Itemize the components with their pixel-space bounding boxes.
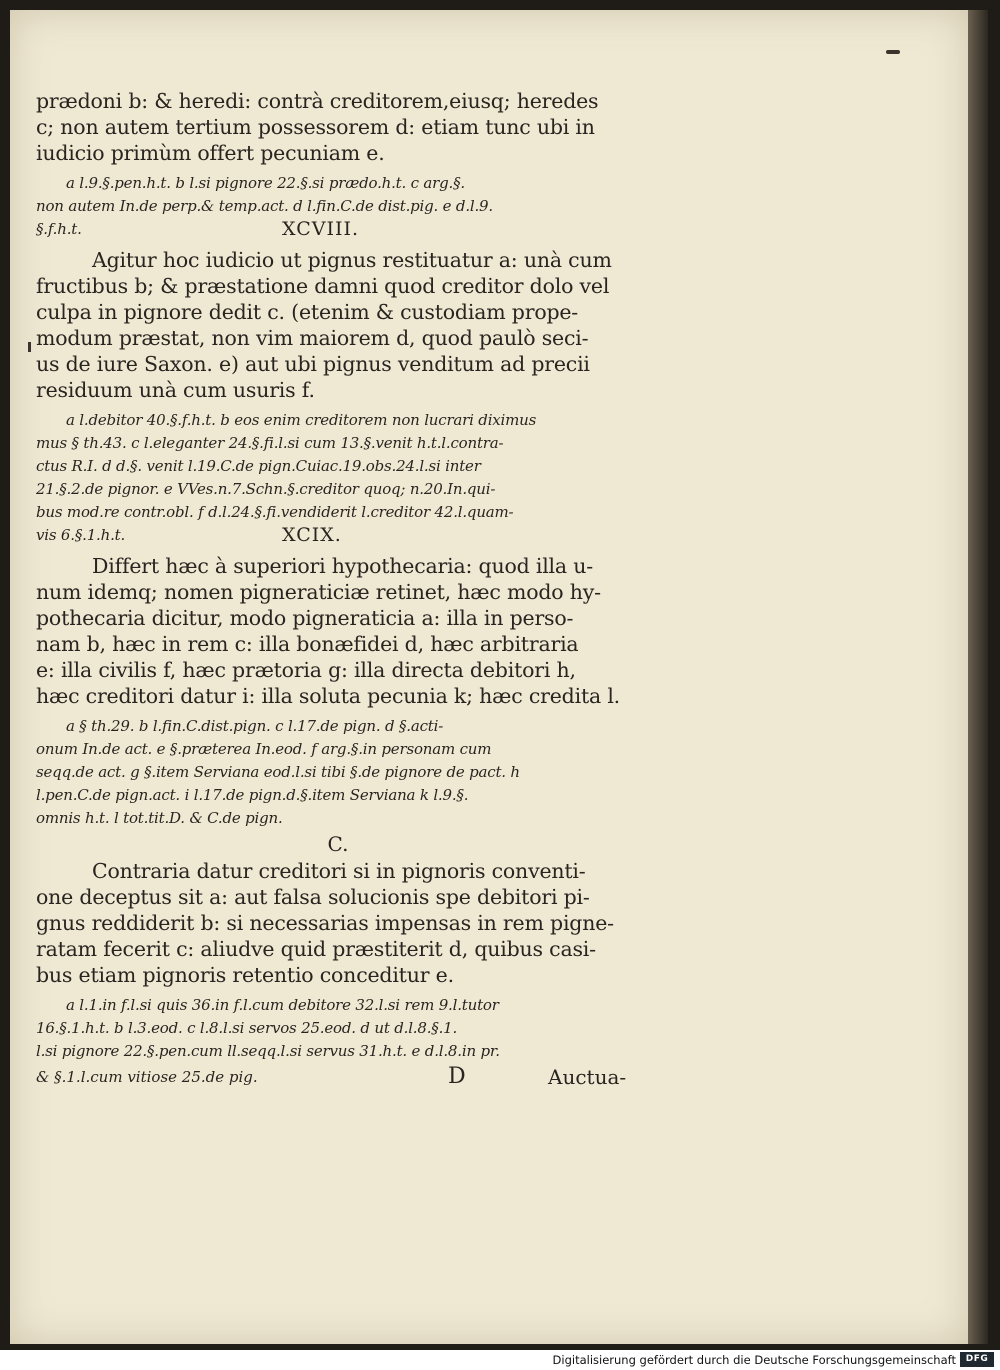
- footnote-line: bus mod.re contr.obl. f d.l.24.§.fi.vendiderit l.creditor 42.l.quam-: [36, 503, 514, 521]
- text-line: nam b, hæc in rem c: illa bonæfidei d, hæc arbitraria: [36, 632, 579, 656]
- text-line: Contraria datur creditori si in pignoris conventi-: [92, 859, 586, 883]
- footnote-line: l.pen.C.de pign.act. i l.17.de pign.d.§.item Serviana k l.9.§.: [36, 786, 469, 804]
- footnote-line: l.si pignore 22.§.pen.cum ll.seqq.l.si servus 31.h.t. e d.l.8.in pr.: [36, 1042, 500, 1060]
- section-heading-xcviii: XCVIII.: [282, 218, 360, 240]
- footnote-line: ctus R.I. d d.§. venit l.19.C.de pign.Cuiac.19.obs.24.l.si inter: [36, 457, 481, 475]
- footnote-end: & §.1.l.cum vitiose 25.de pig.: [36, 1068, 258, 1086]
- text-line: num idemq; nomen pigneraticiæ retinet, hæc modo hy-: [36, 580, 601, 604]
- text-line: ratam fecerit c: aliudve quid præstiterit d, quibus casi-: [36, 937, 596, 961]
- text-line: bus etiam pignoris retentio conceditur e.: [36, 963, 454, 987]
- footer-bar: [0, 1350, 1000, 1370]
- text-line: pothecaria dicitur, modo pigneraticia a: illa in perso-: [36, 606, 574, 630]
- text-block: [36, 88, 640, 1091]
- text-line: prædoni b: & heredi: contrà creditorem,eiusq; heredes: [36, 89, 599, 113]
- footnote-line: non autem In.de perp.& temp.act. d l.fin.C.de dist.pig. e d.l.9.: [36, 197, 493, 215]
- footnote-line: a l.debitor 40.§.f.h.t. b eos enim creditorem non lucrari diximus: [66, 411, 537, 429]
- catchword: Auctua-: [548, 1065, 627, 1089]
- footnote-line: a l.1.in f.l.si quis 36.in f.l.cum debitore 32.l.si rem 9.l.tutor: [66, 996, 499, 1014]
- ink-speck: [886, 50, 900, 54]
- margin-mark: [28, 342, 31, 352]
- text-line: iudicio primùm offert pecuniam e.: [36, 141, 385, 165]
- footnote-line: seqq.de act. g §.item Serviana eod.l.si tibi §.de pignore de pact. h: [36, 763, 520, 781]
- footnote-end: vis 6.§.1.h.t.: [36, 526, 126, 544]
- text-line: Differt hæc à superiori hypothecaria: quod illa u-: [92, 554, 593, 578]
- footnote-line: [36, 218, 640, 241]
- footnote-line: [36, 524, 640, 547]
- funding-notice: Digitalisierung gefördert durch die Deutsche Forschungsgemeinschaft: [552, 1353, 956, 1367]
- footnote-line: mus § th.43. c l.eleganter 24.§.fi.l.si cum 13.§.venit h.t.l.contra-: [36, 434, 504, 452]
- text-line: Agitur hoc iudicio ut pignus restituatur a: unà cum: [92, 248, 612, 272]
- footnote-line: a § th.29. b l.fin.C.dist.pign. c l.17.de pign. d §.acti-: [66, 717, 444, 735]
- section-heading-c: C.: [327, 832, 349, 856]
- text-line: culpa in pignore dedit c. (etenim & custodiam prope-: [36, 300, 579, 324]
- page-edge-shadow: [968, 10, 988, 1344]
- footnote-end: §.f.h.t.: [36, 220, 82, 238]
- dfg-logo: DFG: [960, 1352, 994, 1367]
- text-line: c; non autem tertium possessorem d: etiam tunc ubi in: [36, 115, 595, 139]
- text-line: hæc creditori datur i: illa soluta pecunia k; hæc credita l.: [36, 684, 620, 708]
- footnote-line: 21.§.2.de pignor. e VVes.n.7.Schn.§.creditor quoq; n.20.In.qui-: [36, 480, 496, 498]
- text-line: residuum unà cum usuris f.: [36, 378, 315, 402]
- signature-mark: D: [448, 1064, 466, 1089]
- footnote-line: a l.9.§.pen.h.t. b l.si pignore 22.§.si prædo.h.t. c arg.§.: [66, 174, 465, 192]
- footnote-line: 16.§.1.h.t. b l.3.eod. c l.8.l.si servos 25.eod. d ut d.l.8.§.1.: [36, 1019, 458, 1037]
- footnote-line: omnis h.t. l tot.tit.D. & C.de pign.: [36, 809, 283, 827]
- section-heading-xcix: XCIX.: [282, 524, 342, 546]
- footnote-line: onum In.de act. e §.præterea In.eod. f arg.§.in personam cum: [36, 740, 492, 758]
- text-line: us de iure Saxon. e) aut ubi pignus venditum ad precii: [36, 352, 590, 376]
- text-line: e: illa civilis f, hæc prætoria g: illa directa debitori h,: [36, 658, 576, 682]
- text-line: fructibus b; & præstatione damni quod creditor dolo vel: [36, 274, 610, 298]
- text-line: modum præstat, non vim maiorem d, quod paulò seci-: [36, 326, 589, 350]
- text-line: gnus reddiderit b: si necessarias impensas in rem pigne-: [36, 911, 614, 935]
- text-line: one deceptus sit a: aut falsa solucionis spe debitori pi-: [36, 885, 590, 909]
- last-line: [36, 1063, 640, 1091]
